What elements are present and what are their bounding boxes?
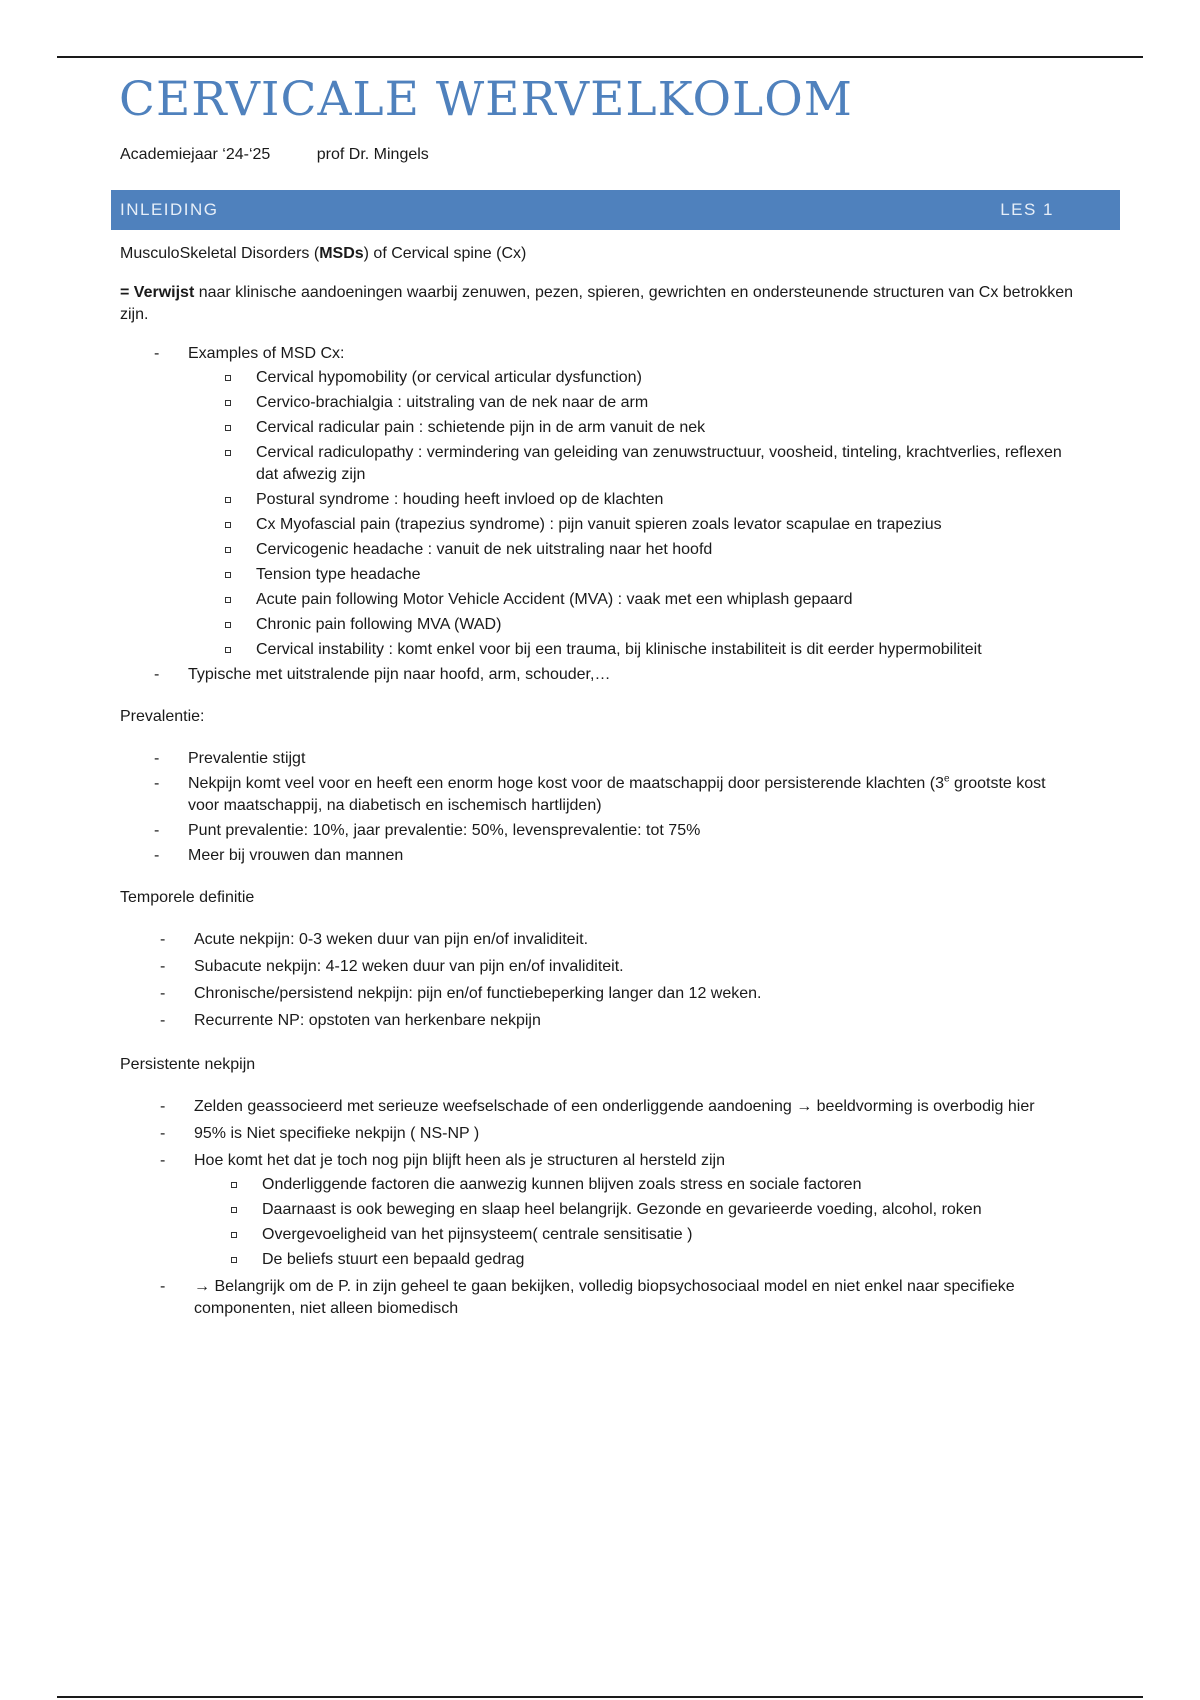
list-item: - Recurrente NP: opstoten van herkenbare nekpijn <box>194 1010 1080 1032</box>
persistent-sub-list <box>194 1174 1080 1271</box>
list-item: - Subacute nekpijn: 4-12 weken duur van pijn en/of invaliditeit. <box>194 956 1080 978</box>
list-item: - Nekpijn komt veel voor en heeft een enorm hoge kost voor de maatschappij door persisterende klachten (3e grootste kost voor maatschappij, na diabetisch en ischemisch hartlijden) <box>188 773 1080 817</box>
list-item: Postural syndrome : houding heeft invloed op de klachten <box>256 489 1080 511</box>
page-title: CERVICALE WERVELKOLOM <box>119 72 853 127</box>
arrow-icon: → <box>194 1278 210 1295</box>
list-item: - Acute nekpijn: 0-3 weken duur van pijn en/of invaliditeit. <box>194 929 1080 951</box>
prevalentie-list <box>120 748 1080 867</box>
top-rule <box>57 56 1143 58</box>
section-heading-persistent: Persistente nekpijn <box>120 1056 256 1073</box>
section-heading-prevalentie: Prevalentie: <box>120 708 205 725</box>
list-item: - 95% is Niet specifieke nekpijn ( NS-NP ) <box>194 1123 1080 1145</box>
lesson-label: LES 1 <box>1000 200 1054 219</box>
list-item: Cervical radiculopathy : vermindering van geleiding van zenuwstructuur, voosheid, tinteling, krachtverlies, reflexen dat afwezig zijn <box>256 442 1080 486</box>
persistent-list <box>120 1096 1080 1320</box>
list-item: - Typische met uitstralende pijn naar hoofd, arm, schouder,… <box>188 664 1080 686</box>
list-item: - Prevalentie stijgt <box>188 748 1080 770</box>
document-body <box>120 243 1080 1325</box>
list-item: Cervical radicular pain : schietende pijn in de arm vanuit de nek <box>256 417 1080 439</box>
academic-year: Academiejaar ‘24-‘25 <box>120 146 271 163</box>
section-title: INLEIDING <box>120 200 219 219</box>
list-item: Cervical instability : komt enkel voor bij een trauma, bij klinische instabiliteit is dit eerder hypermobiliteit <box>256 639 1080 661</box>
msd-list <box>120 343 1080 686</box>
list-item: Cervicogenic headache : vanuit de nek uitstraling naar het hoofd <box>256 539 1080 561</box>
section-banner <box>111 190 1120 230</box>
list-item: Cervico-brachialgia : uitstraling van de nek naar de arm <box>256 392 1080 414</box>
list-item: Tension type headache <box>256 564 1080 586</box>
section-heading-temporeel: Temporele definitie <box>120 889 255 906</box>
list-item: - Chronische/persistend nekpijn: pijn en/of functiebeperking langer dan 12 weken. <box>194 983 1080 1005</box>
list-item: De beliefs stuurt een bepaald gedrag <box>262 1249 1080 1271</box>
list-item: - Zelden geassocieerd met serieuze weefselschade of een onderliggende aandoening → beeldvorming is overbodig hier <box>194 1096 1080 1118</box>
list-item: - → Belangrijk om de P. in zijn geheel te gaan bekijken, volledig biopsychosociaal model en niet enkel naar specifieke componenten, niet alleen biomedisch <box>194 1276 1080 1320</box>
arrow-icon: → <box>796 1098 813 1115</box>
list-item: Chronic pain following MVA (WAD) <box>256 614 1080 636</box>
bottom-rule <box>57 1696 1143 1698</box>
course-meta <box>120 146 429 164</box>
professor-name: prof Dr. Mingels <box>316 146 429 163</box>
list-item: Cervical hypomobility (or cervical articular dysfunction) <box>256 367 1080 389</box>
intro-definition: = Verwijst naar klinische aandoeningen waarbij zenuwen, pezen, spieren, gewrichten en ondersteunende structuren van Cx betrokken zijn. <box>120 284 1074 323</box>
list-item: Cx Myofascial pain (trapezius syndrome) : pijn vanuit spieren zoals levator scapulae en trapezius <box>256 514 1080 536</box>
list-item: Overgevoeligheid van het pijnsysteem( centrale sensitisatie ) <box>262 1224 1080 1246</box>
msd-examples <box>188 367 1080 661</box>
intro-line: MusculoSkeletal Disorders (MSDs) of Cervical spine (Cx) <box>120 245 527 262</box>
list-item: - Examples of MSD Cx: Cervical hypomobility (or cervical articular dysfunction) Cervico-brachialgia : uitstraling van de nek naar de arm Cervical radicular pain : schietende pijn in de arm vanuit de nek Cervical radiculopathy : vermindering van geleiding van zenuwstructuur, voosheid, tinteling, krachtverlies, reflexen dat afwezig zijn Postural syndrome : houding heeft invloed op de klachten Cx Myofascial pain (trapezius syndrome) : pijn vanuit spieren zoals levator scapulae en trapezius Cervicogenic headache : vanuit de nek uitstraling naar het hoofd Tension type headache Acute pain following Motor Vehicle Accident (MVA) : vaak met een whiplash gepaard Chronic pain following MVA (WAD) Cervical instability : komt enkel voor bij een trauma, bij klinische instabiliteit is dit eerder hypermobiliteit <box>188 343 1080 661</box>
list-item: Acute pain following Motor Vehicle Accident (MVA) : vaak met een whiplash gepaard <box>256 589 1080 611</box>
list-item: Onderliggende factoren die aanwezig kunnen blijven zoals stress en sociale factoren <box>262 1174 1080 1196</box>
list-item: - Meer bij vrouwen dan mannen <box>188 845 1080 867</box>
list-item: Daarnaast is ook beweging en slaap heel belangrijk. Gezonde en gevarieerde voeding, alcohol, roken <box>262 1199 1080 1221</box>
temporeel-list <box>120 929 1080 1032</box>
list-item: - Hoe komt het dat je toch nog pijn blijft heen als je structuren al hersteld zijn Onderliggende factoren die aanwezig kunnen blijven zoals stress en sociale factoren Daarnaast is ook beweging en slaap heel belangrijk. Gezonde en gevarieerde voeding, alcohol, roken Overgevoeligheid van het pijnsysteem( centrale sensitisatie ) De beliefs stuurt een bepaald gedrag <box>194 1150 1080 1271</box>
list-item: - Punt prevalentie: 10%, jaar prevalentie: 50%, levensprevalentie: tot 75% <box>188 820 1080 842</box>
